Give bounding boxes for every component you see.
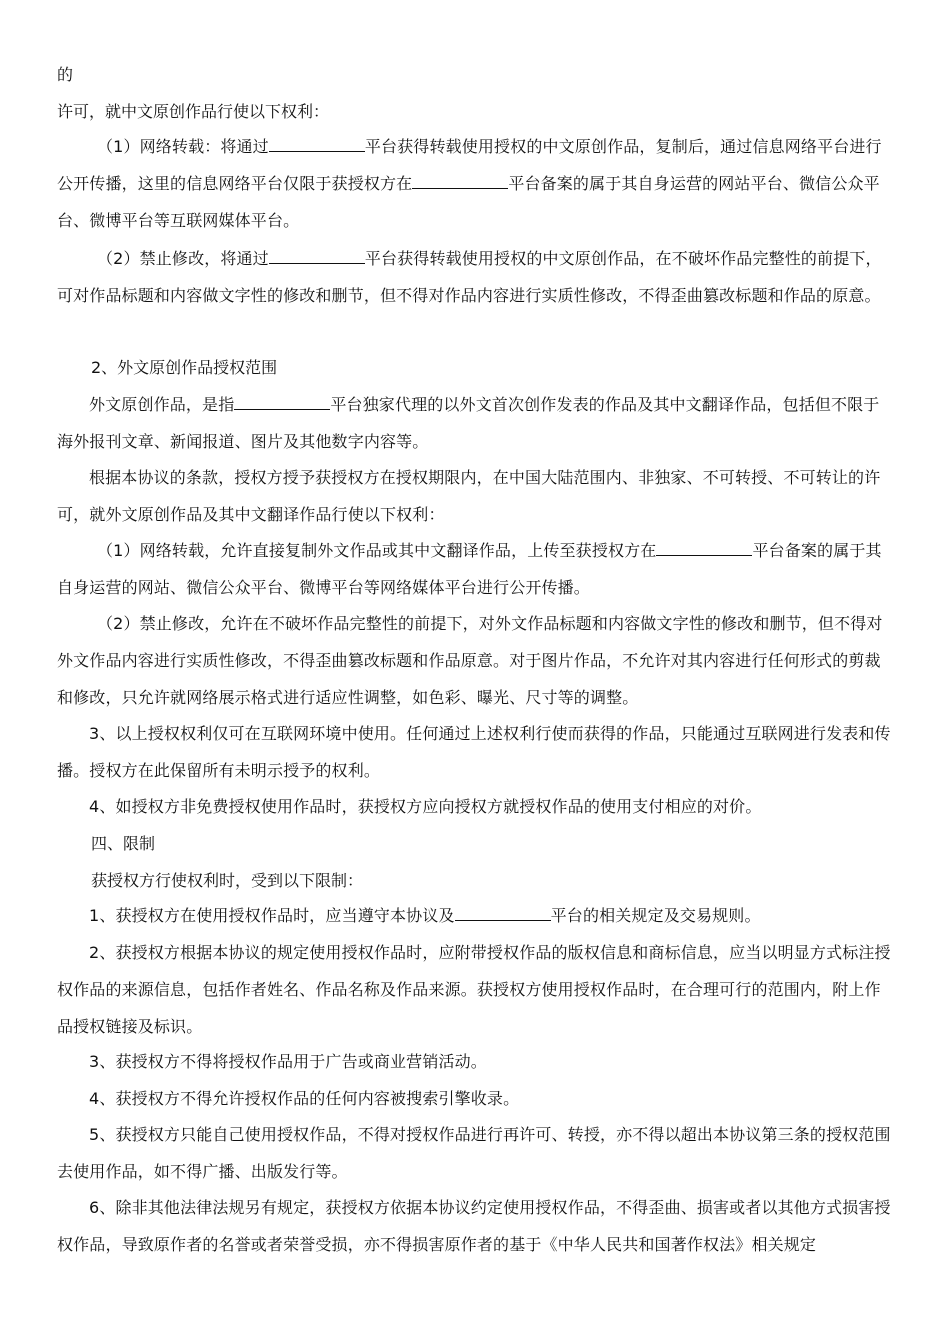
blank-platform-field (269, 137, 365, 152)
paragraph-restriction-3: 3、获授权方不得将授权作品用于广告或商业营销活动。 (89, 1052, 487, 1071)
section-heading-restrictions: 四、限制 (91, 834, 156, 853)
text-segment: 平台备案的属于其自身运营的网站平台、微信公众平台、微博平台等互联网媒体平台。 (57, 174, 880, 230)
paragraph-restriction-6: 6、除非其他法律法规另有规定，获授权方依据本协议约定使用授权作品，不得歪曲、损害或者以其他方式损害授权作品，导致原作者的名誉或者荣誉受损，亦不得损害原作者的基于《中华人民共和国著作权法》相关规定 (57, 1198, 891, 1254)
paragraph-restriction-4: 4、获授权方不得允许授权作品的任何内容被搜索引擎收录。 (89, 1089, 520, 1108)
paragraph-cn-no-modification (57, 240, 893, 314)
text-segment: 平台备案的属于其自身运营的网站、微信公众平台、微博平台等网络媒体平台进行公开传播。 (57, 541, 882, 597)
blank-platform-field (234, 395, 330, 410)
paragraph-restriction-1 (57, 897, 893, 934)
section-heading-foreign-scope: 2、外文原创作品授权范围 (91, 358, 278, 377)
paragraph-foreign-license: 根据本协议的条款，授权方授予获授权方在授权期限内，在中国大陆范围内、非独家、不可转授、不可转让的许可，就外文原创作品及其中文翻译作品行使以下权利： (57, 468, 881, 524)
paragraph-restriction-5: 5、获授权方只能自己使用授权作品，不得对授权作品进行再许可、转授，亦不得以超出本协议第三条的授权范围去使用作品，如不得广播、出版发行等。 (57, 1125, 891, 1181)
text-segment: 平台的相关规定及交易规则。 (550, 906, 761, 925)
text-segment: （2）禁止修改，将通过 (97, 249, 269, 268)
paragraph-foreign-no-modification: （2）禁止修改，允许在不破坏作品完整性的前提下，对外文作品标题和内容做文字性的修改和删节，但不得对外文作品内容进行实质性修改，不得歪曲篡改标题和作品原意。对于图片作品，不允许对其内容进行任何形式的剪裁和修改，只允许就网络展示格式进行适应性调整，如色彩、曝光、尺寸等的调整。 (57, 614, 883, 707)
paragraph-foreign-network-reprint (57, 532, 893, 606)
text-segment: 平台获得转载使用授权的中文原创作品，复制后，通过信息网络平台进行公开传播，这里的信息网络平台仅限于获授权方在 (57, 137, 882, 193)
text-segment: 平台独家代理的以外文首次创作发表的作品及其中文翻译作品，包括但不限于海外报刊文章、新闻报道、图片及其他数字内容等。 (57, 395, 880, 451)
paragraph-permission-chinese: 许可，就中文原创作品行使以下权利： (57, 102, 330, 121)
paragraph-payment: 4、如授权方非免费授权使用作品时，获授权方应向授权方就授权作品的使用支付相应的对价。 (89, 797, 762, 816)
paragraph-restrictions-intro: 获授权方行使权利时，受到以下限制： (91, 871, 364, 890)
blank-platform-field (269, 249, 365, 264)
blank-platform-field (455, 906, 551, 921)
paragraph-internet-only: 3、以上授权权利仅可在互联网环境中使用。任何通过上述权利行使而获得的作品，只能通过互联网进行发表和传播。授权方在此保留所有未明示授予的权利。 (57, 724, 891, 780)
blank-platform-field (656, 541, 752, 556)
text-segment: （1）网络转载，允许直接复制外文作品或其中文翻译作品，上传至获授权方在 (97, 541, 657, 560)
text-segment: 外文原创作品，是指 (89, 395, 235, 414)
paragraph-foreign-definition (57, 386, 893, 460)
paragraph-cn-network-reprint (57, 128, 893, 239)
text-segment: 平台获得转载使用授权的中文原创作品，在不破坏作品完整性的前提下，可对作品标题和内容做文字性的修改和删节，但不得对作品内容进行实质性修改，不得歪曲篡改标题和作品的原意。 (57, 249, 882, 305)
paragraph-restriction-2: 2、获授权方根据本协议的规定使用授权作品时，应附带授权作品的版权信息和商标信息，应当以明显方式标注授权作品的来源信息，包括作者姓名、作品名称及作品来源。获授权方使用授权作品时，在合理可行的范围内，附上作品授权链接及标识。 (57, 943, 891, 1036)
text-fragment: 的 (57, 65, 74, 84)
blank-platform-field (412, 174, 508, 189)
text-segment: 1、获授权方在使用授权作品时，应当遵守本协议及 (89, 906, 455, 925)
text-segment: （1）网络转载：将通过 (97, 137, 269, 156)
